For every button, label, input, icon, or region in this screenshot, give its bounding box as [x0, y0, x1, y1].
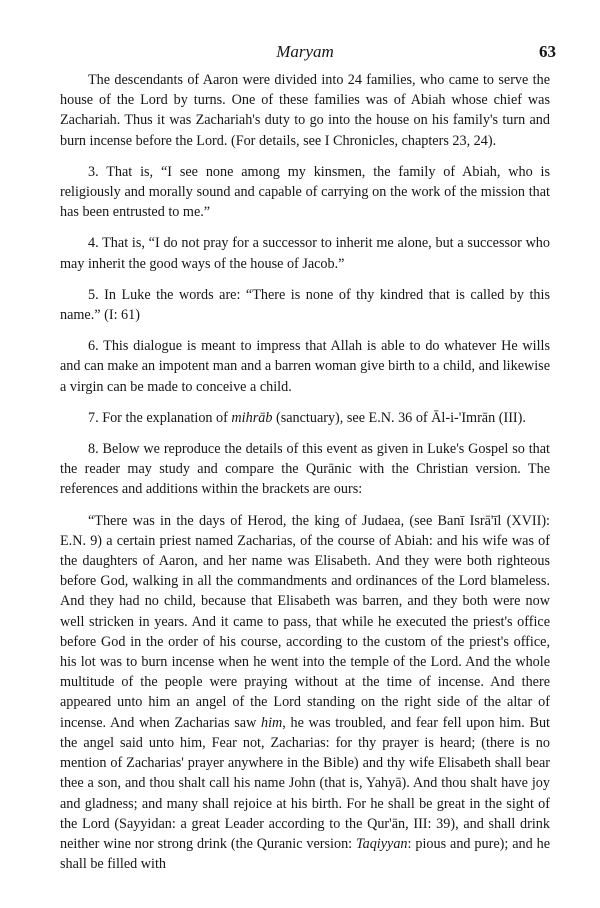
page-number: 63: [539, 42, 556, 61]
note-7-text-end: (sanctuary), see E.N. 36 of Āl-i-'Imrān (III).: [272, 409, 526, 426]
quote-text-2: , he was troubled, and fear fell upon him. But the angel said unto him, Fear not, Zacharias: for thy prayer is heard; (there is no mention of Zacharias' prayer anywhere in the Bible) and thy wife Elisabeth shall bear thee a son, and thou shalt call his name John (that is, Yahyā). And thou shalt have joy and gladness; and many shall rejoice at his birth. For he shall be great in the sight of the Lord (Sayyidan: a great Leader according to the Qur'ān, III: 39), and shall drink neither wine nor strong drink (the Quranic version:: [60, 714, 550, 852]
note-7-text: 7. For the explanation of: [88, 409, 232, 426]
note-7-italic-term: mihrāb: [231, 409, 273, 426]
quote-italic-taqiyyan: Taqiyyan: [356, 835, 408, 852]
note-5: 5. In Luke the words are: “There is none of thy kindred that is called by this name.” (I: 61): [60, 286, 550, 324]
luke-quotation: [60, 511, 550, 875]
note-7: [60, 408, 550, 428]
quote-text-1: “There was in the days of Herod, the king of Judaea, (see Banī Isrā'īl (XVII): E.N. 9) a certain priest named Zacharias, of the course of Abiah: and his wife was of the daughters of Aaron, and her name was Elisabeth. And they were both righteous before God, walking in all the commandments and ordinances of the Lord blameless. And they had no child, because that Elisabeth was barren, and they both were now well stricken in years. And it came to pass, that while he executed the priest's office before God in the order of his course, according to the custom of the priest's office, his lot was to burn incense when he went into the temple of the Lord. And the whole multitude of the people were praying without at the time of incense. And there appeared unto him an angel of the Lord standing on the right side of the altar of incense. And when Zacharias saw: [60, 512, 550, 731]
quote-text-3: : pious and pure); and he shall be filled with: [60, 835, 550, 873]
note-3: 3. That is, “I see none among my kinsmen, the family of Abiah, who is religiously and morally sound and capable of carrying on the work of the mission that has been entrusted to me.”: [60, 163, 550, 221]
note-6: 6. This dialogue is meant to impress that Allah is able to do whatever He wills and can make an impotent man and a barren woman give birth to a child, and likewise a virgin can be made to conceive a child.: [60, 338, 550, 395]
note-8: 8. Below we reproduce the details of this event as given in Luke's Gospel so that the reader may study and compare the Qurānic with the Christian version. The references and additions within the brackets are ours:: [60, 441, 550, 498]
body-text: [60, 70, 550, 874]
note-4: 4. That is, “I do not pray for a successor to inherit me alone, but a successor who may inherit the good ways of the house of Jacob.”: [60, 235, 550, 272]
quote-italic-him: him: [260, 714, 283, 731]
running-header: [60, 0, 556, 64]
chapter-title: Maryam: [276, 42, 334, 61]
paragraph-descendants-of-aaron: The descendants of Aaron were divided into 24 families, who came to serve the house of the Lord by turns. One of these families was of Abiah whose chief was Zachariah. Thus it was Zachariah's duty to go into the house on his family's turn and burn incense before the Lord. (For details, see I Chronicles, chapters 23, 24).: [60, 72, 550, 149]
